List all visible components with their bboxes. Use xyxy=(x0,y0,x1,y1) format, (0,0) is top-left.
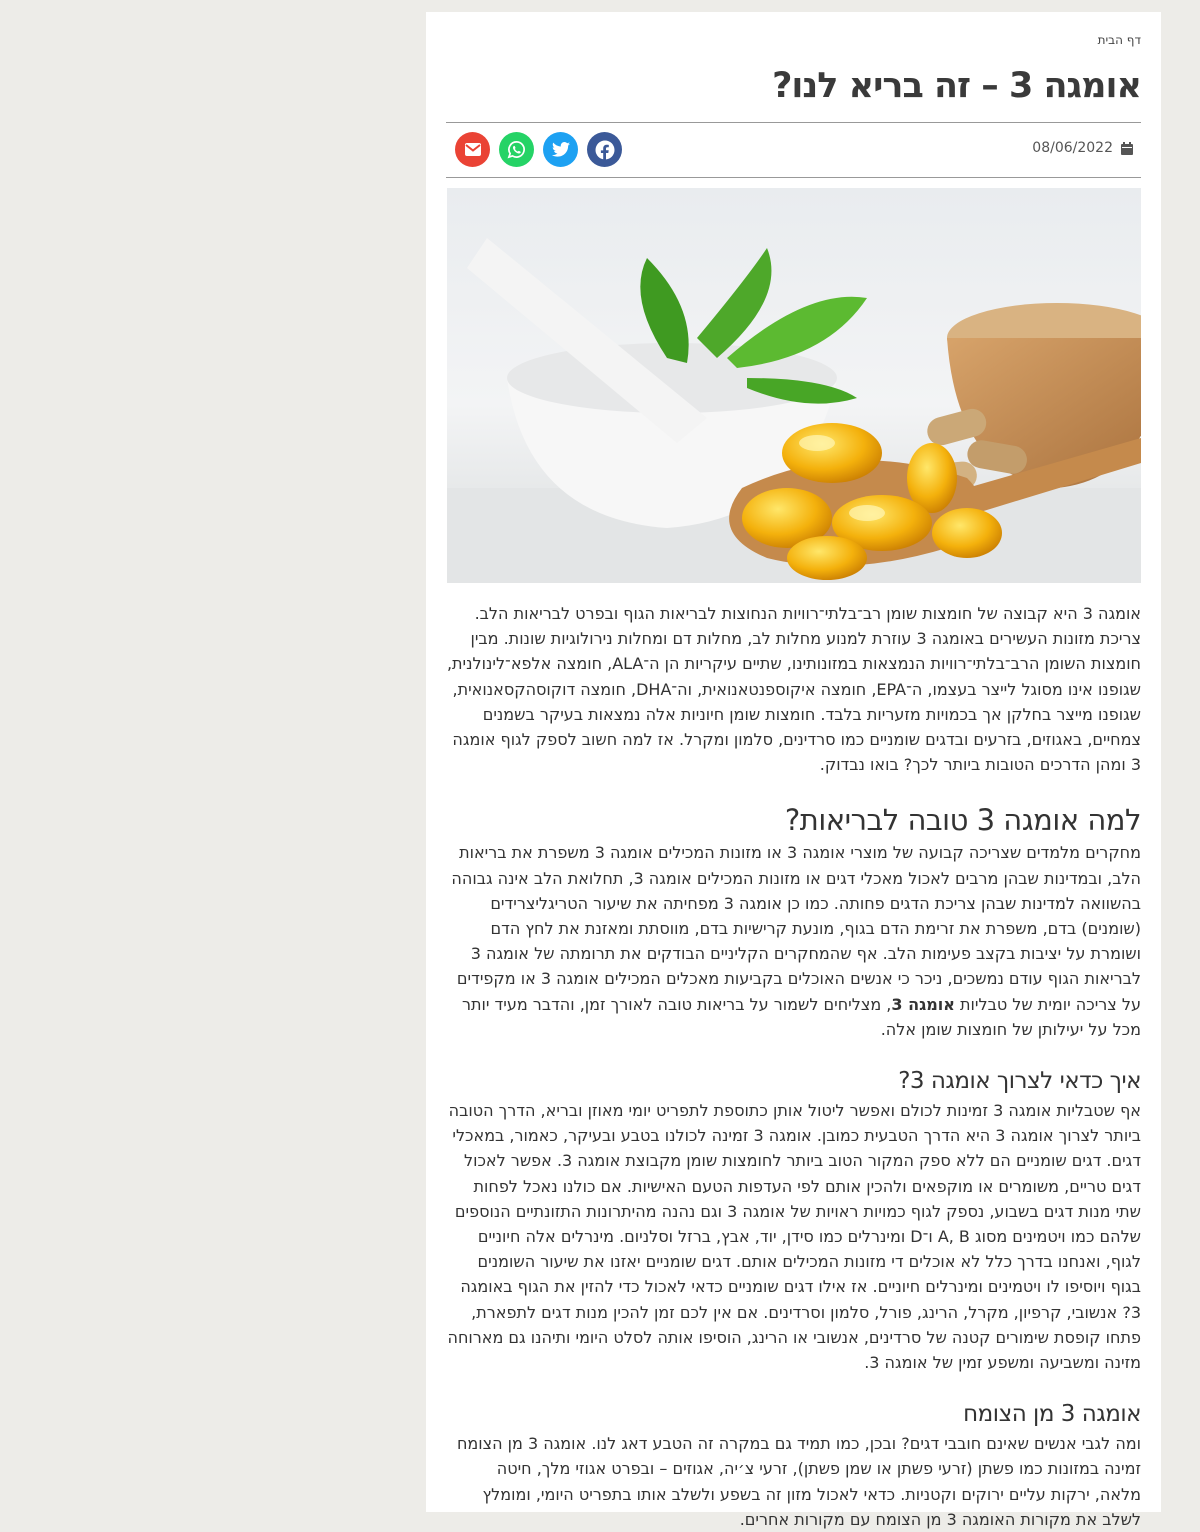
section-heading-plants: אומגה 3 מן הצומח xyxy=(963,1401,1141,1428)
omega3-link[interactable]: אומגה 3 xyxy=(891,994,955,1014)
article-card xyxy=(426,12,1161,1529)
breadcrumb[interactable]: דף הבית xyxy=(1097,33,1141,47)
section-heading-why: למה אומגה 3 טובה לבריאות? xyxy=(784,803,1141,838)
twitter-icon xyxy=(552,142,570,157)
section-why-text-b: , מצליחים לשמור על בריאות טובה לאורך זמן, והדבר מעיד יותר מכל על יעילותן של חומצות שומן אלה. xyxy=(461,994,1141,1039)
date-text: 08/06/2022 xyxy=(1032,140,1113,156)
page-title: אומגה 3 – זה בריא לנו? xyxy=(772,66,1141,106)
article-content xyxy=(446,12,1141,1532)
intro-paragraph: אומגה 3 היא קבוצה של חומצות שומן רב־בלתי־רוויות הנחוצות לבריאות הגוף ובפרט לבריאות הלב. צריכת מזונות העשירים באומגה 3 עוזרת למנוע מחלות לב, מחלות דם ומחלות נירולוגיות שונות. מבין חומצות השומן הרב־בלתי־רוויות הנמצאות במזונותינו, שתיים עיקריות הן ה־ALA, חומצה אלפא־לינולנית, שגופנו אינו מסוגל לייצר בעצמו, ה־EPA, חומצה איקוספנטאנואית, וה־DHA, חומצה דוקוסהקסאנואית, שגופנו מייצר בחלקן אך בכמויות מזעריות בלבד. חומצות שומן חיוניות אלה נמצאות בעיקר בשמנים צמחיים, באגוזים, בזרעים ובדגים שומניים כמו סרדינים, סלמון ומקרל. אז למה חשוב לספק לגוף אומגה 3 ומהן הדרכים הטובות ביותר לכך? בואו נבדוק. xyxy=(446,604,1141,775)
hero-image xyxy=(447,188,1141,583)
post-date xyxy=(1032,140,1133,156)
share-buttons xyxy=(455,132,622,167)
whatsapp-icon xyxy=(507,140,526,159)
share-email-button[interactable] xyxy=(455,132,490,167)
share-facebook-button[interactable] xyxy=(587,132,622,167)
share-twitter-button[interactable] xyxy=(543,132,578,167)
post-meta-bar xyxy=(446,122,1141,178)
section-heading-how: איך כדאי לצרוך אומגה 3? xyxy=(898,1068,1141,1095)
facebook-icon xyxy=(595,140,615,160)
email-icon xyxy=(465,143,481,156)
calendar-icon xyxy=(1121,142,1133,155)
section-how-paragraph: אף שטבליות אומגה 3 זמינות לכולם ואפשר ליטול אותן כתוספת לתפריט יומי מאוזן ובריא, הדרך הטובה ביותר לצרוך אומגה 3 היא הדרך הטבעית כמובן. אומגה 3 זמינה לכולנו בטבע ובעיקר, כאמור, במאכלי דגים. דגים שומניים הם ללא ספק המקור הטוב ביותר לחומצות שומן מקבוצת אומגה 3. אפשר לאכול דגים טריים, משומרים או מוקפאים ולהכין אותם לפי העדפות הטעם האישיות. אם כולנו נאכל לפחות שתי מנות דגים בשבוע, נספק לגוף כמויות ראויות של אומגה 3 וגם נהנה מהיתרונות התזונתיים הנוספים שלהם כמו ויטמינים מסוג A, B ו־D ומינרלים כמו סידן, יוד, אבץ, ברזל וסלניום. מינרלים אלה חיוניים לגוף, ואנחנו בדרך כלל לא אוכלים די מזונות המכילים אותם. דגים שומניים יאזנו את שיעור השומנים בגוף ויוסיפו לו ויטמינים ומינרלים חיוניים. אז אילו דגים שומניים כדאי לאכול כדי להזין את הגוף באומגה 3? אנשובי, קרפיון, מקרל, הרינג, פורל, סלמון וסרדינים. אם אין לכם זמן להכין מנות דגים לתפארת, פתחו קופסת שימורים קטנה של סרדינים, אנשובי או הרינג, הוסיפו אותה לסלט היומי ותיהנו גם מארוחה מזינה ומשביעה ומשפע זמין של אומגה 3. xyxy=(447,1101,1141,1373)
section-why-paragraph xyxy=(446,840,1141,1042)
section-why-text-a: מחקרים מלמדים שצריכה קבועה של מוצרי אומגה 3 או מזונות המכילים אומגה 3 משפרת את בריאות הלב, ובמדינות שבהן מרבים לאכול מאכלי דגים או מזונות המכילים אומגה 3, תחלואת הלב אינה גבוהה בהשוואה למדינות שבהן צריכת הדגים פחותה. כמו כן אומגה 3 מפחיתה את שיעור הטריגליצרידים (שומנים) בדם, משפרת את זרימת הדם בגוף, מונעת קרישיות בדם, מווסתת ומאזנת את לחץ הדם ושומרת על יציבות בקצב פעימות הלב. אף שהמחקרים הקליניים הבודקים את תרומתה של אומגה 3 לבריאות הגוף עודם נמשכים, ניכר כי אנשים האוכלים בקביעות מאכלים המכילים אומגה 3 או מקפידים על צריכה יומית של טבליות xyxy=(451,843,1141,1014)
share-whatsapp-button[interactable] xyxy=(499,132,534,167)
section-plants-paragraph: ומה לגבי אנשים שאינם חובבי דגים? ובכן, כמו תמיד גם במקרה זה הטבע דאג לנו. אומגה 3 מן הצומח זמינה במזונות כמו פשתן (זרעי פשתן או שמן פשתן), זרעי צ׳יה, אגוזים – ובפרט אגוזי מלך, חיטה מלאה, ירקות עליים ירוקים וקטניות. כדאי לאכול מזון זה בשפע ולשלב אותו בתפריט היומי, ומומלץ לשלב את מקורות האומגה 3 מן הצומח עם מקורות אחרים. xyxy=(456,1434,1141,1529)
